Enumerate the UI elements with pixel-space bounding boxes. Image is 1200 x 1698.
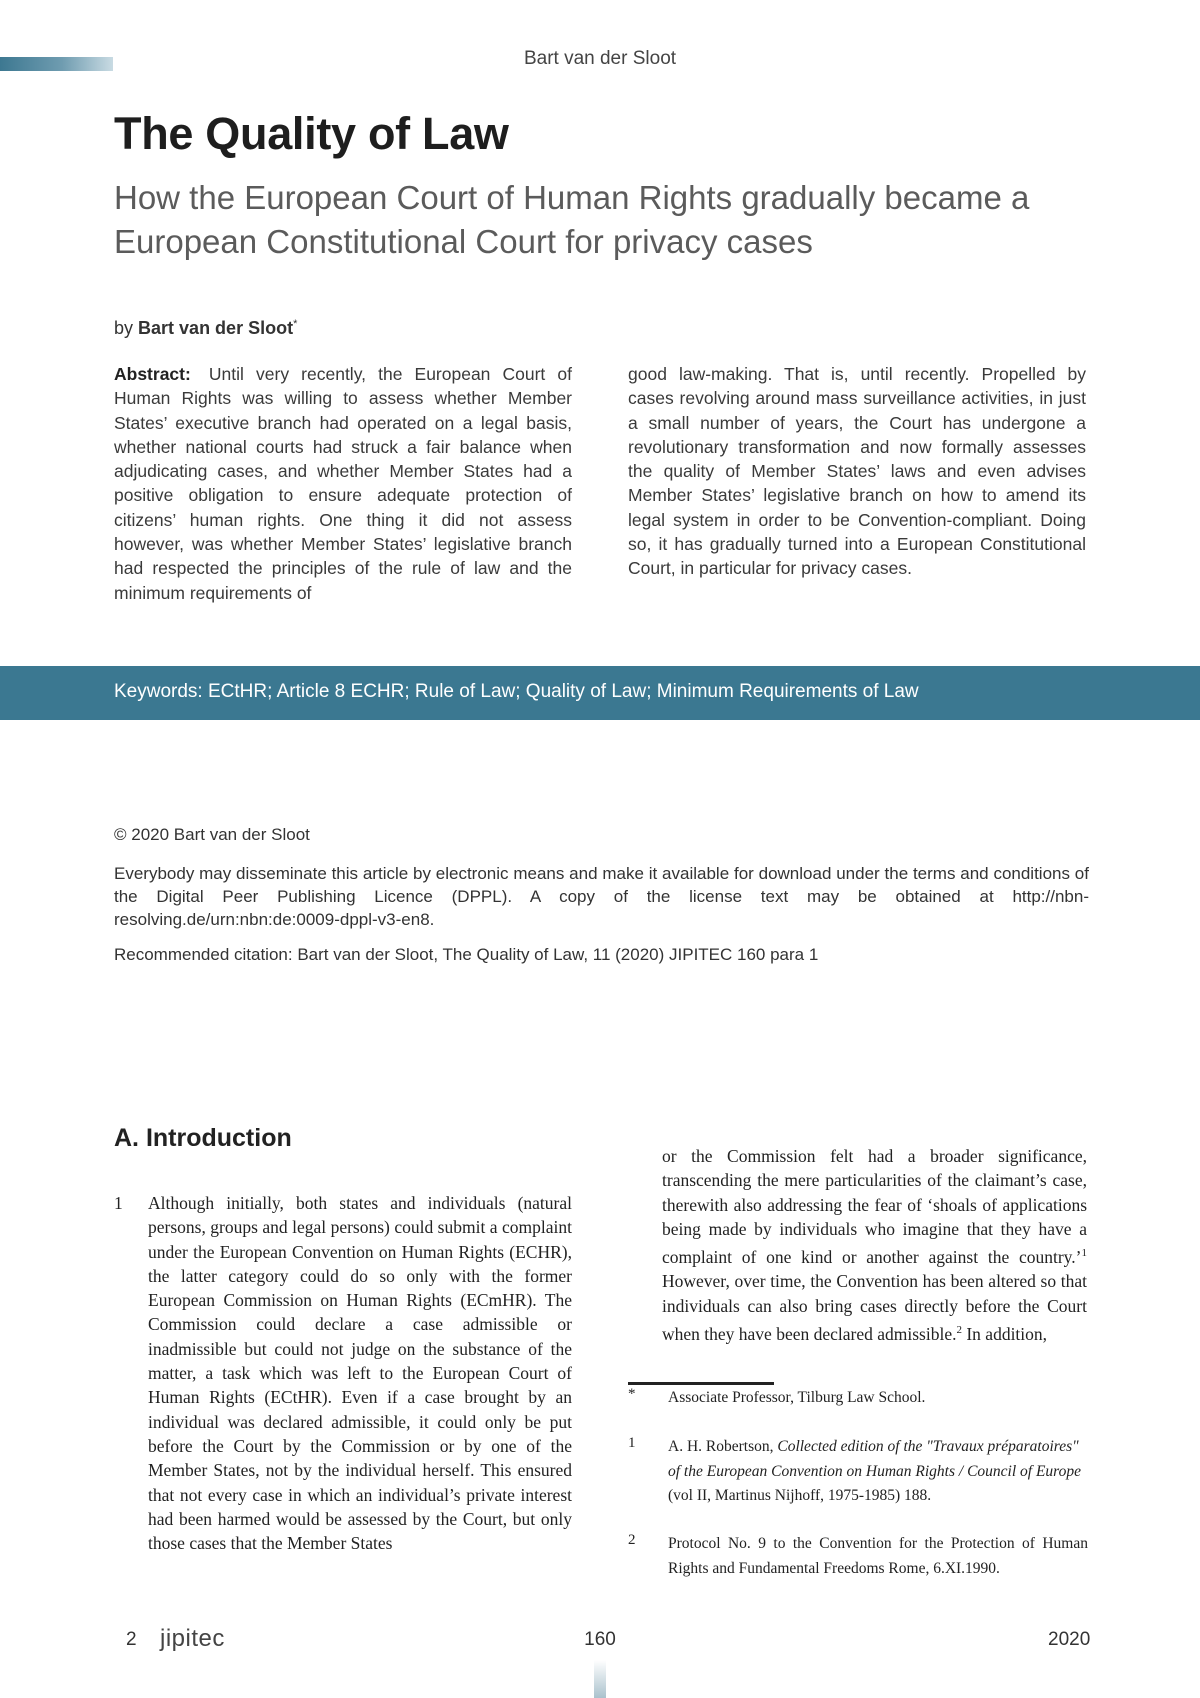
keywords: Keywords: ECtHR; Article 8 ECHR; Rule of Law; Quality of Law; Minimum Requirements of Law <box>114 681 919 702</box>
footnote-1-work-title: Collected edition of the "Travaux préparatoires" of the European Convention on Human Rights / Council of Europe <box>668 1438 1082 1480</box>
footnote-1-text <box>668 1435 1088 1509</box>
footer-accent-bar <box>594 1660 606 1698</box>
footnote-1-marker: 1 <box>628 1435 636 1451</box>
body-text-right-part-1: or the Commission felt had a broader significance, transcending the mere particularities of the claimant’s case, therewith also addressing the fear of ‘shoals of applications being made by individuals who imagine that they have a complaint of one kind or another against the country.’ <box>662 1146 1087 1268</box>
running-head: Bart van der Sloot <box>523 48 677 69</box>
footer-page-number: 160 <box>584 1629 616 1650</box>
footer-year: 2020 <box>1048 1629 1091 1650</box>
footer-issue-number: 2 <box>126 1629 137 1650</box>
paragraph-number: 1 <box>114 1193 123 1213</box>
footnote-1-author: A. H. Robertson, <box>668 1438 778 1455</box>
footnote-star-marker: * <box>628 1386 636 1402</box>
abstract-right-column: good law-making. That is, until recently. Propelled by cases revolving around mass surveillance activities, in just a small number of years, the Court has undergone a revolutionary transformation and now formally assesses the quality of Member States’ laws and even advises Member States’ legislative branch on how to amend its legal system in order to be Convention-compliant. Doing so, it has gradually turned into a European Constitutional Court, in particular for privacy cases. <box>628 364 1086 579</box>
abstract-text-left: Until very recently, the European Court of Human Rights was willing to assess whether Member States’ executive branch had operated on a legal basis, whether national courts had struck a fair balance when adjudicating cases, and whether Member States had a positive obligation to ensure adequate protection of citizens’ human rights. One thing it did not assess however, was whether Member States’ legislative branch had respected the principles of the rule of law and the minimum requirements of <box>114 364 572 603</box>
body-text-right-column <box>662 1144 1087 1346</box>
article-subtitle: How the European Court of Human Rights gradually became a European Constitutional Court for privacy cases <box>114 179 1030 260</box>
author-name: Bart van der Sloot <box>138 318 294 338</box>
body-text-left-column: Although initially, both states and individuals (natural persons, groups and legal persons) could submit a complaint under the European Convention on Human Rights (ECHR), the latter category could do so only with the former European Commission on Human Rights (ECmHR). The Commission could declare a case admissible or inadmissible but could not judge on the substance of the matter, a task which was left to the European Court of Human Rights (ECtHR). Even if a case brought by an individual was declared admissible, it could only be put before the Court by the Commission or by one of the Member States, not by the individual herself. This ensured that not every case in which an individual’s private interest had been harmed would be assessed by the Court, but only those cases that the Member States <box>148 1193 572 1554</box>
footnote-2-marker: 2 <box>628 1532 636 1548</box>
author-footnote-marker: * <box>293 318 298 330</box>
footnote-2-text: Protocol No. 9 to the Convention for the Protection of Human Rights and Fundamental Freedoms Rome, 6.XI.1990. <box>668 1535 1088 1577</box>
section-heading: A. Introduction <box>114 1124 292 1152</box>
jipitec-logo: jipitec <box>160 1625 225 1652</box>
copyright-notice: © 2020 Bart van der Sloot <box>114 825 310 844</box>
byline <box>114 318 297 339</box>
footnote-divider <box>628 1382 774 1385</box>
footnote-star-text: Associate Professor, Tilburg Law School. <box>668 1389 926 1406</box>
article-title: The Quality of Law <box>114 108 509 159</box>
byline-prefix: by <box>114 318 134 338</box>
footnote-ref-2[interactable]: 2 <box>956 1323 962 1336</box>
footnote-ref-1[interactable]: 1 <box>1081 1247 1087 1260</box>
body-text-right-part-3: In addition, <box>961 1323 1048 1344</box>
recommended-citation: Recommended citation: Bart van der Sloot, The Quality of Law, 11 (2020) JIPITEC 160 para 1 <box>114 945 819 964</box>
body-text-right-part-2: However, over time, the Convention has been altered so that individuals can also bring cases directly before the Court when they have been declared admissible. <box>662 1271 1087 1344</box>
license-notice: Everybody may disseminate this article by electronic means and make it available for download under the terms and conditions of the Digital Peer Publishing Licence (DPPL). A copy of the license text may be obtained at http://nbn-resolving.de/urn:nbn:de:0009-dppl-v3-en8. <box>114 864 1089 929</box>
footnote-1-publication: (vol II, Martinus Nijhoff, 1975-1985) 188. <box>668 1487 932 1504</box>
abstract-label: Abstract: <box>114 364 191 384</box>
abstract-left-column <box>114 362 572 605</box>
